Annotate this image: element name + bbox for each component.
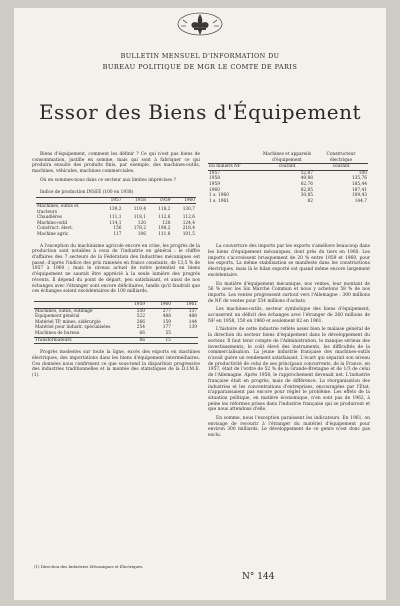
document-page: [14, 8, 386, 600]
left-paragraph-1: A l'exception du machinisme agricole encore en crise, les progrès de la production sont notables à ceux de l'industrie en général : le chiffre d'affaires des 7 secteurs de la Fédération des Industries mécaniques est passé, d'après l'indice des prix ramenés en francs constants, de 13,5 % de 1957 à 1960 ; mais le niveau actuel de notre potentiel en biens d'équipement ne saurait être apprécié à la seule lumière des progrès récents. Il dépend du point de départ, peu satisfaisant, et aussi de nos échanges avec l'étranger sont encore déficitaires, tandis qu'il faudrait que ces échanges soient excédentaires de 100 milliards.: [32, 243, 200, 295]
table-row: Transformateurs 66 15: [34, 337, 198, 344]
table-row: 1957 52,87 100: [209, 170, 367, 176]
production-index-table: [36, 197, 196, 238]
table-row: 1 s. 1961 82 144,7: [209, 198, 367, 204]
right-paragraph-5: En somme, nous l'exception paraissent les indicateurs. En 1961, on envisage de recourir à l'étranger du matériel d'équipement pour environ 300 milliards. Le développement de ce genre n'est donc pas exclu.: [208, 416, 370, 439]
table-header-row: Machines et appareils d'équipement Constructeur électrique: [262, 152, 356, 163]
table-row: Construct. élect. 156 178,2 198,2 218,4: [37, 226, 195, 232]
right-paragraph-3: Les machines-outils, secteur symbolique des biens d'équipement, accuseront un déficit des échanges avec l'étranger de 260 millions de NF en 1958, 150 en 1960 et seulement 82 en 1961.: [208, 307, 370, 324]
page-number: N° 144: [242, 572, 275, 582]
table-row: Matériel pour industr. spécialisées 254 177 139: [35, 325, 197, 331]
right-paragraph-4: L'histoire de cette industrie reflète assez bien le malaise général de la direction du secteur biens d'équipement dans le développement du secteur. Il faut tenir compte de l'Administration, le manque sérieux des investissements, le coût élevé des instruments, les difficultés de la commercialisation. La jeune industrie française des machines-outils n'avait guère un rendement satisfaisant. L'écart qui séparait son niveau de productivité de celui de ses principaux concurrents, de la France, en 1957, était de l'ordre de 52 % de la Grande-Bretagne et de 1/3 de celui de l'Allemagne. Après 1958, le rapprochement devenait net. L'industrie française était en progrès, mais de différence. La réorganisation des industries et les concentrations d'entreprises, encouragées par l'État, n'apparaissaient pas encore pour régler le problème. Les effets de la situation politique, en matière économique, n'en sont pas de 1962, à peine les réformes prises dans l'industrie française qui se produiront et que nous attendons d'elle.: [208, 327, 370, 413]
table-row: Machine agric. 117 106 111,8 101,5: [37, 232, 195, 238]
page-title: Essor des Biens d'Équipement: [38, 100, 362, 124]
bulletin-line: BULLETIN MENSUEL D'INFORMATION DU: [120, 52, 280, 60]
table-row: Chaudières 111,1 118,1 112,6 112,6: [37, 215, 195, 221]
left-column: [32, 152, 200, 382]
equipment-trade-table: [208, 152, 368, 204]
table-row: 1959 62,76 185,44: [209, 181, 367, 187]
table-header-row: 1957 1958 1959 1960: [36, 197, 196, 204]
table-row: Matériel TP, mines, sidérurgie 266 159 144: [35, 319, 197, 325]
table-row: 1 s. 1960 30,85 109,43: [209, 193, 367, 199]
right-paragraph-2: En matière d'équipement mécanique, nos ventes, leur montant de 56 % avec les Six Marché Commun et nous y achetons 58 % de nos imports. Les ventes progressent surtout vers l'Allemagne : 300 millions de NF de ventes pour 554 millions d'achats.: [208, 281, 370, 304]
table-row: 1958 49,88 135,76: [209, 176, 367, 182]
intro-paragraph: Biens d'équipement, comment les définir ? Ce qui n'est pas biens de consommation, justifie en somme, mais qui sont à fabriquer ce qui produira ensuite des produits finis, par exemple, des machines-outils, machines, véhicules, machines commerciales.: [32, 152, 200, 175]
right-column: [208, 152, 370, 442]
question-paragraph: Où en sommes-nous dans ce secteur aux limites imprécises ?: [40, 177, 177, 183]
bureau-line: BUREAU POLITIQUE DE MGR LE COMTE DE PARIS: [102, 63, 298, 71]
left-paragraph-2: Progrès modestes sur toute la ligne, excès des exports en machines électriques, des importations dans les biens d'équipement intermédiaires. Ces données nous confirment ce que sous-tend la disparition progressive des industries traditionnelles et la montée des statistiques de la D.I.M.E. (1).: [32, 350, 200, 378]
trade-table: [34, 301, 198, 344]
table-row: Machines, outils et tracteurs 139,2 119,4 118,2 130,7: [37, 204, 195, 215]
table-row: Machines, outils, outillage 550 277 137: [35, 308, 197, 314]
table-row: 1960 82,85 187,41: [209, 187, 367, 193]
footnote: (1) Direction des Industries Mécaniques et Électriques.: [34, 564, 144, 569]
table-row: Machine-outil 114,1 120 128 124,4: [37, 220, 195, 226]
table-subheader-row: En milliers NF courant courant: [208, 164, 368, 171]
table-row: Équipement général 522 488 488: [35, 314, 197, 320]
right-paragraph-1: La couverture des imports par les exports s'améliore beaucoup dans les biens d'équipement mécaniques, dont près du tiers en 1960. Les imports s'accroissent brusquement de 20 % entre 1959 et 1960, pour les exports. La même stabilisation se manifeste dans les constructions électriques, mais là le bilan exporté est quand même encore largement excédentaire.: [208, 244, 370, 278]
table1-caption: Indice de production INSEE (100 en 1938): [40, 189, 134, 195]
table-row: Machines de bureau 66 55: [35, 330, 171, 336]
fleur-de-lis-emblem-icon: [175, 10, 225, 38]
table-header-row: 1959 1960 1961: [34, 302, 198, 309]
